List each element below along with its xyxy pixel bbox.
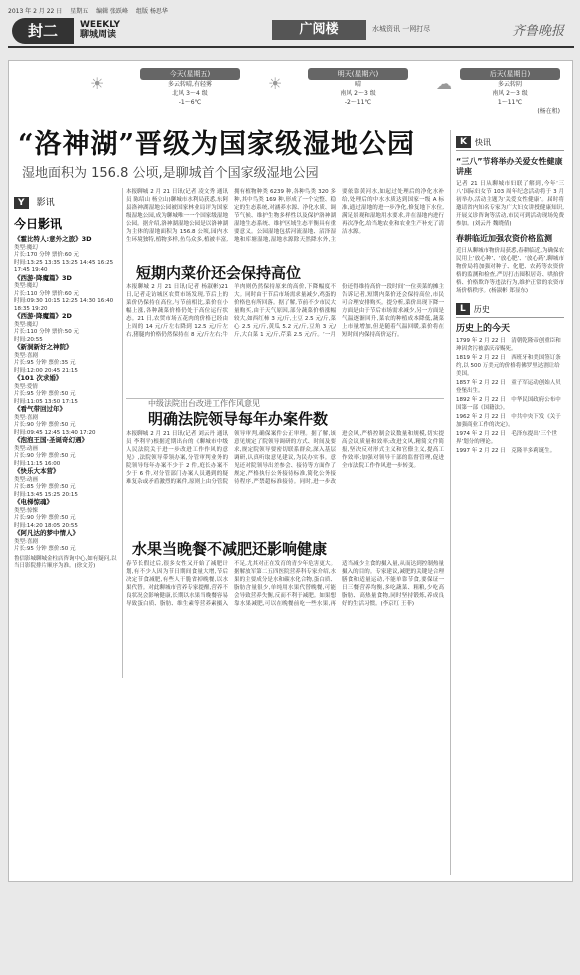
film-detail: 片长:110 分钟 票价:60 元 xyxy=(14,290,79,297)
film-item xyxy=(14,468,120,499)
column-title: 今日影讯 xyxy=(14,217,63,231)
film-item xyxy=(14,313,120,344)
weather-strip xyxy=(90,68,560,118)
film-item xyxy=(14,375,120,406)
masthead xyxy=(8,16,574,46)
film-item xyxy=(14,437,120,468)
film-detail: 片长:95 分钟 票价:35 元 xyxy=(14,360,76,366)
weekly-logo: WEEKLY 聊城周读 xyxy=(80,20,121,40)
history-title: 历史上的今天 xyxy=(456,324,511,334)
film-title: 《快乐大本营》 xyxy=(14,467,60,475)
section-chip: Y xyxy=(14,197,29,209)
film-listings-column xyxy=(14,190,120,571)
weather-today xyxy=(140,68,240,107)
film-detail: 片长:90 分钟 票价:50 元 xyxy=(14,422,76,428)
film-detail: 类型:喜剧 xyxy=(14,352,38,359)
film-detail: 类型:喜剧 xyxy=(14,414,38,421)
film-title: 《看气带回过年》 xyxy=(14,405,66,413)
film-title: 《电梯惊魂》 xyxy=(14,498,53,506)
section-chip: K xyxy=(456,136,471,148)
brief-body: 记者 21 日从聊城市妇联了解到,今年‘三八’国际妇女节 103 周年纪念活动将于 3 月初举办,活动主题为‘关爱女性健康’。届时将邀请省内知名专家为广大妇女讲授健康知识,开展义诊咨询等活动,市民可到活动现场免费参加。(刘云丹 魏晓倩) xyxy=(456,181,564,227)
film-item xyxy=(14,530,120,554)
article-fruit-body: 春节长假过后,很多女性又开始了减肥计划,有不少人因为节日期间食量大增,节后决定节食减肥,有些人干脆省掉晚餐,以水果代替。对此聊城市营养专家提醒,营养不良状况会影响健康,长期以水果当晚餐容易导致蛋白质、脂肪、维生素等营养素摄入不足,尤其对正在发育的青少年危害更大。据解放军第二五四医院营养科专家介绍,水果的主要成分是水和碳水化合物,蛋白质、脂肪含量很少,单纯用水果代替晚餐,可能会导致营养失衡,反而不利于减肥。如果想靠水果减肥,可以在晚餐前吃一些水果,再适当减少主食的摄入量,从而达到控制热量摄入的目的。专家建议,减肥的关键是合理膳食和适量运动,不能单靠节食,要保证一日三餐营养均衡,多吃蔬菜、粗粮,少吃高脂肪、高热量食物,同时坚持锻炼,养成良好的生活习惯。(李京红 王菲) xyxy=(126,561,444,607)
article-vegetable-headline: 短期内菜价还会保持高位 xyxy=(136,264,302,282)
brief-body: 近日从聊城市物价局获悉,春耕临近,为确保农民用上‘放心种’、‘放心肥’、‘放心药’,聊城市物价局将加强对种子、化肥、农药等农资价格的监测和检查,严厉打击囤积居奇、哄抬价格、价格欺诈等违法行为,维护正常的农资市场价格秩序。(杨淑彬 郑显东) xyxy=(456,248,564,294)
weather-tomorrow xyxy=(308,68,408,107)
history-entry: 1799 年 2 月 22 日 清朝乾隆帝创重臣和珅因贪污被嘉庆帝赐死。 xyxy=(456,338,561,352)
film-title: 《西游·降魔篇》3D xyxy=(14,273,72,282)
section-name: 影讯 xyxy=(36,198,55,208)
cloud-icon: ☁ xyxy=(436,74,452,93)
weather-wind: 南风 2～3 级 xyxy=(492,90,528,97)
weather-condition: 晴 xyxy=(354,81,361,88)
weather-temp: -2～11℃ xyxy=(344,99,372,106)
main-subhead: 湿地面积为 156.8 公顷,是聊城首个国家级湿地公园 xyxy=(22,166,319,181)
history-section-header xyxy=(456,303,564,318)
film-item xyxy=(14,236,120,275)
film-list xyxy=(14,236,120,554)
weather-source: (杨在租) xyxy=(537,108,560,115)
right-column xyxy=(456,132,564,456)
film-detail: 类型:魔幻 xyxy=(14,283,38,289)
issue-info xyxy=(8,6,174,15)
section-chip: L xyxy=(456,303,470,315)
film-detail: 时间:12:00 20:45 21:15 xyxy=(14,367,78,374)
brief-headline: 春耕临近加强农资价格监测 xyxy=(456,234,552,243)
film-detail: 时间:20:55 xyxy=(14,336,43,343)
column-motto: 水城资讯 一网打尽 xyxy=(372,25,431,33)
film-detail: 时间:13:25 13:35 13:25 14:45 16:25 17:45 19:40 xyxy=(14,259,114,273)
history-entry: 1892 年 2 月 22 日 中华民国政府公布中国第一部《国籍法》。 xyxy=(456,397,561,411)
film-detail: 时间:13:45 15:25 20:15 xyxy=(14,491,78,498)
section-tab: 封二 xyxy=(12,18,74,44)
article-court-kicker: 中级法院出台改进工作作风意见 xyxy=(148,399,260,408)
sun-icon: ☀ xyxy=(268,74,283,93)
film-detail: 类型:喜剧 xyxy=(14,538,38,545)
film-detail: 时间:14:20 18:05 20:55 xyxy=(14,522,78,529)
film-detail: 类型:惊悚 xyxy=(14,507,38,514)
film-detail: 时间:09:30 10:15 12:25 14:30 16:40 18:35 19:20 xyxy=(14,298,114,312)
film-title: 《101 次求婚》 xyxy=(14,374,63,382)
section-name: 快讯 xyxy=(474,137,491,147)
film-detail: 片长:85 分钟 票价:50 元 xyxy=(14,484,76,490)
film-title: 《新洞新好之神院》 xyxy=(14,343,73,351)
editor: 编辑 张跃峰 xyxy=(96,8,129,15)
weather-condition: 多云转阴 xyxy=(497,81,522,88)
history-entry: 1962 年 2 月 22 日 中共中央下发《关于加强商业工作的决定》。 xyxy=(456,414,561,428)
film-detail: 片长:95 分钟 票价:50 元 xyxy=(14,391,76,397)
history-list xyxy=(456,337,564,455)
designer: 组版 杨思华 xyxy=(135,8,168,15)
weather-day-label: 明天(星期六) xyxy=(308,68,408,80)
weather-day-after xyxy=(460,68,560,116)
column-divider xyxy=(122,188,123,678)
film-detail: 片长:90 分钟 票价:50 元 xyxy=(14,515,76,521)
weather-condition: 多云转晴,有轻雾 xyxy=(168,81,212,88)
weather-wind: 北风 3～4 级 xyxy=(172,90,208,97)
article-court-headline: 明确法院领导每年办案件数 xyxy=(148,410,329,428)
article-vegetable-body: 本报聊城 2 月 21 日讯(记者 杨淑彬)21 日,记者走访城区农贸市场发现,节后上的菜价仍保持在高位,与节前相比,菜价在小幅上涨,各种蔬菜价格仍处于高位运行状态。21 日,农贸市场五花肉的价格已经由上周的 14 元/斤左右降到 12.5 元/斤左右,猪腿肉价格仍然保持在 8 元/斤左右;牛羊肉则仍然保持原来的高价,下降幅度不大。同时由于节后市场需求量减少,鸡蛋的价格也有所回落。据了解,节前不少市民大量购买,由于天气原因,部分蔬菜价格涨幅较大,如西红柿 3 元/斤,土豆 2.5 元/斤,菜心 2.5 元/斤,黄瓜 5.2 元/斤,豆角 3 元/斤,大白菜 1 元/斤,芹菜 2.5 元/斤。‘一月份还得维持高价一段时间’一位卖菜的摊主告诉记者,短期内菜价还会保持高位,市民可合理安排购买。提分析,菜价出现下降一方面是由于节后市场需求减少,另一方面是气温逐渐回升,菜农的种植成本降低,蔬菜上市量增加,但是随着气温回暖,菜价将在短时间内保持高价运行。 xyxy=(126,284,444,338)
article-fruit-headline: 水果当晚餐不减肥还影响健康 xyxy=(132,540,328,558)
weather-day-label: 后天(星期日) xyxy=(460,68,560,80)
news-section-header xyxy=(456,136,564,151)
film-detail: 时间:11:15 16:00 xyxy=(14,460,61,467)
section-name: 历史 xyxy=(473,304,490,314)
weather-wind: 南风 2～3 级 xyxy=(340,90,376,97)
issue-weekday: 星期五 xyxy=(70,8,89,15)
film-item xyxy=(14,406,120,437)
film-title: 《西游·降魔篇》2D xyxy=(14,312,72,320)
article-wetland-body: 本报聊城 2 月 21 日讯(记者 凌文秀 通讯员 陈绍山 杨立山)聊城市水利局获悉,东阿县洛神湖湿地公园被国家林业局评为国家级湿地公园,成为聊城唯一一个国家级湿地公园。据介绍,洛神湖湿地公园是以洛神湖为主体的湿地面积为 156.8 公顷,园内水生环境独特,植物多样,鱼鸟众多,植被丰富,拥有植物种类 6239 种,各种鸟类 320 多种,其中鸟类 169 种,形成了一个完整、稳定的生态系统,对涵养水源、净化水质、调节气候、维护生物多样性以及保护洛神湖湿地生态系统、维护区域生态平衡具有重要意义。公园湿地包括河流湿地、沼泽湿地和库塘湿地,湿地水源除天然降水外,主要依靠黄河水,如起过处理后的净化水补给,处理后的中水水质达到国家一级 A 标准,通过湿地的进一步净化,修复地下水位,满足景观和湿地用水要求,并在湿地内进行再次净化,给当地农业和农业生产补充了清洁水源。 xyxy=(126,189,444,243)
main-headline: “洛神湖”晋级为国家级湿地公园 xyxy=(18,129,416,160)
film-item xyxy=(14,344,120,375)
sun-cloud-icon: ☀ xyxy=(90,74,105,93)
issue-date: 2013 年 2 月 22 日 xyxy=(8,8,63,15)
film-detail: 类型:动画 xyxy=(14,476,38,483)
film-item xyxy=(14,499,120,530)
history-entry: 1819 年 2 月 22 日 西班牙和美国签订条约,以 500 万美元的价格将佛罗里达割让给美国。 xyxy=(456,355,561,377)
column-divider xyxy=(450,130,451,875)
film-detail: 类型:爱情 xyxy=(14,383,38,390)
listing-note: 鲁信影城聊城金柱店咨询中心,如有疑问,以当日影院排片顺序为准。(徐文芳) xyxy=(14,555,117,569)
film-detail: 片长:110 分钟 票价:50 元 xyxy=(14,329,79,335)
film-detail: 类型:魔幻 xyxy=(14,244,38,251)
film-title: 《霍比特人:意外之旅》3D xyxy=(14,235,92,243)
film-title: 《阿凡达的梦中情人》 xyxy=(14,529,79,537)
history-entry: 1857 年 2 月 22 日 童子军运动创始人贝登堡出生。 xyxy=(456,380,561,394)
history-entry: 1974 年 2 月 22 日 毛泽东提出‘三个世界’划分的理论。 xyxy=(456,431,557,445)
weather-day-label: 今天(星期五) xyxy=(140,68,240,80)
weather-temp: 1～11℃ xyxy=(497,99,523,106)
film-item xyxy=(14,275,120,314)
film-detail: 时间:09:45 12:45 13:40 17:20 xyxy=(14,429,96,436)
film-title: 《泡泡王国·圣诞奇幻遇》 xyxy=(14,436,88,444)
history-entry: 1997 年 2 月 22 日 克隆羊多莉诞生。 xyxy=(456,448,556,454)
masthead-rule xyxy=(8,46,574,48)
film-detail: 片长:170 分钟 票价:60 元 xyxy=(14,252,79,258)
newspaper-logo: 齐鲁晚报 xyxy=(511,24,564,39)
weather-temp: -1～6℃ xyxy=(178,99,202,106)
film-detail: 片长:95 分钟 票价:50 元 xyxy=(14,546,76,552)
article-court-body: 本报聊城 2 月 21 日讯(记者 刘云丹 通讯员 李利平)根据近期出台的《聊城市中级人民法院关于进一步改进工作作风的意见》,法院领导带领办案,分管审判业务的院领导每年办案不少于 2 件,庭长办案不少于 6 件,对分管部门办案人员遇到的疑难复杂或矛盾激烈的案件,原则上由分管院领导审判,确保案件公正审理。据了解,该意见规定了院领导调研的方式、时间及要求,规定院领导要密切联系群众,深入基层调研,认真听取意见建议,为民办实事。意见还对院领导出差参会、接待等方面作了规定,严格执行公务接待标准,简化公务接待程序,严禁超标准接待。同时,进一步改进会风,严格控制会议数量和规模,切实提高会议质量和效率;改进文风,精简文件简报,坚决反对形式主义和官僚主义,提高工作效率;加强对领导干部的监督管理,促进全市法院工作作风进一步转变。 xyxy=(126,431,444,485)
film-detail: 片长:90 分钟 票价:50 元 xyxy=(14,453,76,459)
film-detail: 类型:动画 xyxy=(14,445,38,452)
film-detail: 时间:11:05 13:50 17:15 xyxy=(14,398,78,405)
column-banner: 广阅楼 xyxy=(272,20,366,40)
brief-headline: “三八”节将举办关爱女性健康讲座 xyxy=(456,157,563,176)
film-detail: 类型:魔幻 xyxy=(14,321,38,328)
